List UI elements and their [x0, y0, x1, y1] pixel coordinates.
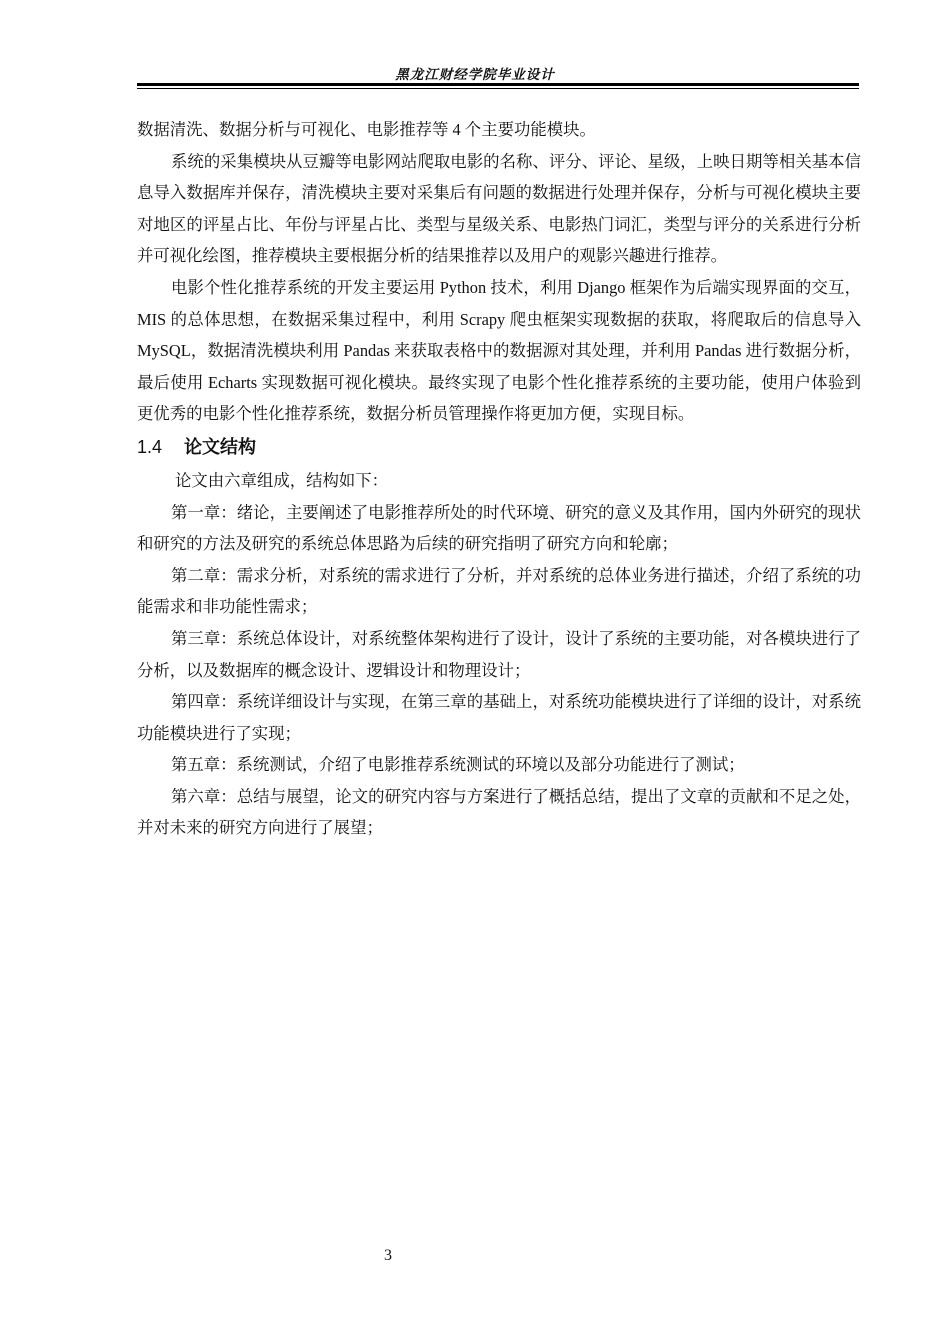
chapter-item: 第五章：系统测试，介绍了电影推荐系统测试的环境以及部分功能进行了测试； — [171, 755, 745, 775]
section-heading — [137, 430, 861, 465]
paragraph-system-modules: 系统的采集模块从豆瓣等电影网站爬取电影的名称、评分、评论、星级，上映日期等相关基本信息导入数据库并保存，清洗模块主要对采集后有问题的数据进行处理并保存，分析与可视化模块主要对地区的评星占比、年份与评星占比、类型与星级关系、电影热门词汇，类型与评分的关系进行分析并可视化绘图，推荐模块主要根据分析的结果推荐以及用户的观影兴趣进行推荐。 — [137, 151, 861, 266]
chapter-item: 第二章：需求分析，对系统的需求进行了分析，并对系统的总体业务进行描述，介绍了系统的功能需求和非功能性需求； — [137, 565, 861, 617]
chapter-item: 第一章：绪论，主要阐述了电影推荐所处的时代环境、研究的意义及其作用，国内外研究的现状和研究的方法及研究的系统总体思路为后续的研究指明了研究方向和轮廓； — [137, 502, 861, 554]
page-number: 3 — [384, 1247, 392, 1264]
chapter-item: 第六章：总结与展望，论文的研究内容与方案进行了概括总结，提出了文章的贡献和不足之处，并对未来的研究方向进行了展望； — [137, 786, 861, 838]
chapter-item: 第四章：系统详细设计与实现，在第三章的基础上，对系统功能模块进行了详细的设计，对系统功能模块进行了实现； — [137, 692, 861, 743]
paragraph-continuation: 数据清洗、数据分析与可视化、电影推荐等 4 个主要功能模块。 — [137, 120, 596, 139]
header-rule-thin — [137, 88, 859, 89]
paragraph-technology: 电影个性化推荐系统的开发主要运用 Python 技术，利用 Django 框架作为后端实现界面的交互，MIS 的总体思想，在数据采集过程中，利用 Scrapy 爬虫框架实现数据的获取，将爬取后的信息导入 MySQL，数据清洗模块利用 Pandas 来获取表格中的数据源对其处理，并利用 Pandas 进行数据分析，最后使用 Echarts 实现数据可视化模块。最终实现了电影个性化推荐系统的主要功能，使用户体验到更优秀的电影个性化推荐系统，数据分析员管理操作将更加方便，实现目标。 — [137, 277, 861, 424]
header-rule-thick — [137, 83, 859, 86]
page-body — [137, 114, 861, 844]
header-title: 黑龙江财经学院毕业设计 — [395, 67, 555, 82]
section-intro: 论文由六章组成，结构如下： — [175, 470, 389, 490]
section-number: 1.4 — [137, 436, 163, 457]
chapter-item: 第三章：系统总体设计，对系统整体架构进行了设计，设计了系统的主要功能，对各模块进行了分析，以及数据库的概念设计、逻辑设计和物理设计； — [137, 628, 861, 680]
section-title: 论文结构 — [184, 436, 257, 458]
